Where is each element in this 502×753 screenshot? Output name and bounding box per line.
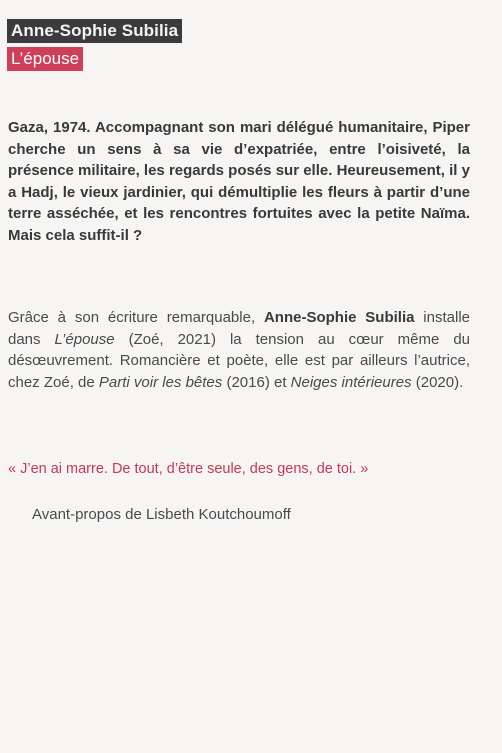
book-title-label: L’épouse bbox=[7, 47, 83, 71]
bio-text-2: installe dans bbox=[8, 309, 470, 348]
bio-text-5: (2020). bbox=[411, 373, 464, 391]
author-bio-paragraph bbox=[8, 307, 470, 393]
foreword-credit: Avant-propos de Lisbeth Koutchoumoff bbox=[32, 506, 291, 523]
synopsis-paragraph: Gaza, 1974. Accompagnant son mari délégué humanitaire, Piper cherche un sens à sa vie d’expatriée, entre l’oisiveté, la présence militaire, les regards posés sur elle. Heureusement, il y a Hadj, le vieux jardinier, qui démultiplie les fleurs à partir d’une terre asséchée, et les rencontres fortuites avec la petite Naïma. Mais cela suffit-il ? bbox=[8, 119, 470, 244]
bio-author-name: Anne-Sophie Subilia bbox=[263, 309, 415, 326]
bio-text-4: (2016) et bbox=[222, 373, 291, 391]
bio-text-3: (Zoé, 2021) la tension au cœur même du désœuvrement. Romancière et poète, elle est par ailleurs l’autrice, chez Zoé, de bbox=[8, 330, 471, 391]
bio-book-title-2: Parti voir les bêtes bbox=[98, 373, 223, 391]
bio-book-title-3: Neiges intérieures bbox=[290, 373, 412, 391]
bio-book-title-1: L’épouse bbox=[54, 330, 115, 348]
bio-text-1: Grâce à son écriture remarquable, bbox=[8, 309, 264, 326]
pull-quote: « J’en ai marre. De tout, d’être seule, des gens, de toi. » bbox=[8, 461, 369, 477]
author-name-label: Anne-Sophie Subilia bbox=[7, 19, 182, 43]
